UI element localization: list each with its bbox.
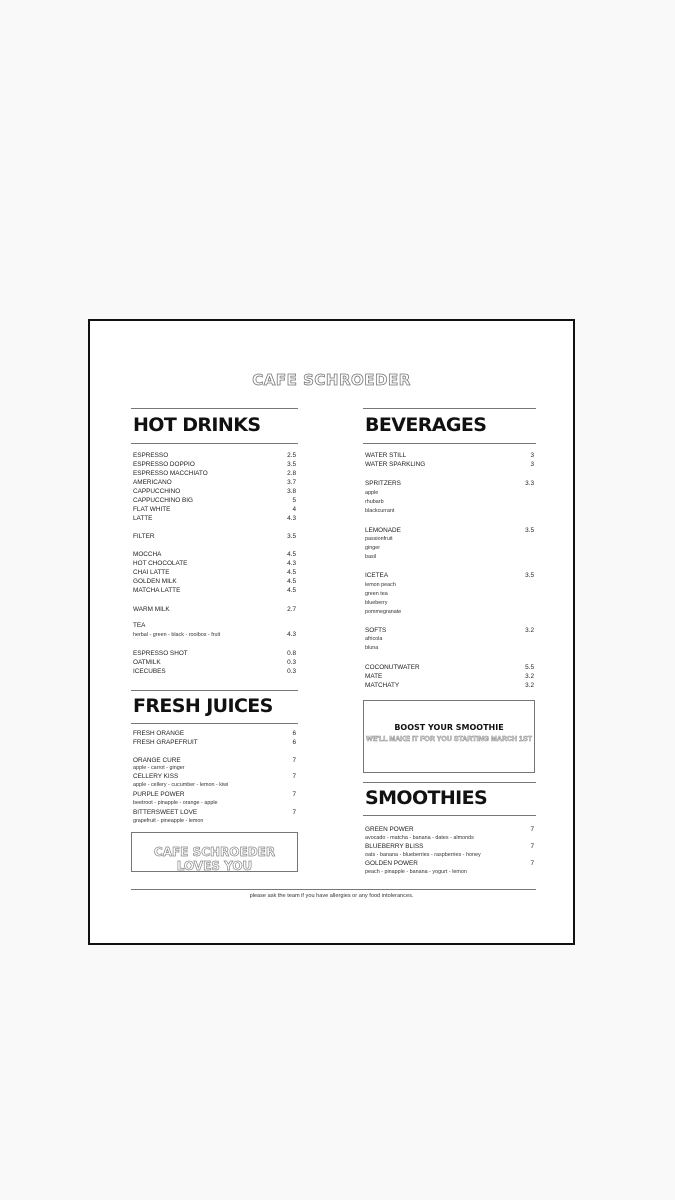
list-item: GREEN POWER 7 — [365, 826, 534, 833]
flavor-option: blueberry — [365, 600, 388, 606]
ingredients: grapefruit - pineapple - lemon — [133, 818, 204, 824]
flavor-option: green tea — [365, 591, 388, 597]
list-item: HOT CHOCOLATE 4.3 — [133, 560, 296, 567]
list-item: ESPRESSO SHOT 0.8 — [133, 650, 296, 657]
flavor-option: rhubarb — [365, 499, 384, 505]
list-item: OATMILK 0.3 — [133, 659, 296, 666]
ingredients: oats - banana - blueberries - raspberries - honey — [365, 852, 481, 858]
cafe-title: CAFE SCHROEDER — [252, 371, 411, 389]
list-item: ORANGE CURE 7 — [133, 757, 296, 764]
hot-drinks-section — [131, 408, 298, 444]
ingredients: apple - carrot - ginger — [133, 765, 185, 771]
beverages-section — [363, 408, 536, 444]
list-item: BITTERSWEET LOVE 7 — [133, 809, 296, 816]
flavor-option: blackcurrant — [365, 508, 395, 514]
hot-drinks-list — [131, 451, 298, 686]
list-item: ESPRESSO DOPPIO 3.5 — [133, 461, 296, 468]
list-item: MOCCHA 4.5 — [133, 551, 296, 558]
loves-you-box — [131, 832, 298, 872]
list-item: MATCHA LATTE 4.5 — [133, 587, 296, 594]
beverages-list — [363, 451, 536, 691]
list-item: CELLERY KISS 7 — [133, 773, 296, 780]
hot-drinks-heading: HOT DRINKS — [133, 414, 261, 436]
smoothies-list — [363, 825, 536, 875]
flavor-option: pommegranate — [365, 609, 402, 615]
list-item: ICETEA 3.5 — [365, 572, 534, 579]
flavor-option: passionfruit — [365, 536, 393, 542]
list-item: SOFTS 3.2 — [365, 627, 534, 634]
list-item: GOLDEN POWER 7 — [365, 860, 534, 867]
list-item: WARM MILK 2.7 — [133, 606, 296, 613]
fresh-juices-section — [131, 690, 298, 724]
list-item: FRESH ORANGE 6 — [133, 730, 296, 737]
hot-drinks-heading-bar — [131, 408, 298, 444]
list-item: FLAT WHITE 4 — [133, 506, 296, 513]
list-item: ESPRESSO 2.5 — [133, 452, 296, 459]
smoothies-section — [363, 782, 536, 816]
list-item: TEA — [133, 622, 146, 629]
list-item: FILTER 3.5 — [133, 533, 296, 540]
list-item: ICECUBES 0.3 — [133, 668, 296, 675]
list-item: CHAI LATTE 4.5 — [133, 569, 296, 576]
beverages-heading-bar — [363, 408, 536, 444]
tea-varieties: herbal - green - black - rooibos - fruit — [133, 632, 221, 638]
boost-title: BOOST YOUR SMOOTHIE — [394, 723, 504, 732]
list-item: WATER SPARKLING 3 — [365, 461, 534, 468]
fresh-juices-heading-bar — [131, 690, 298, 724]
list-item: FRESH GRAPEFRUIT 6 — [133, 739, 296, 746]
boost-subtitle: WE'LL MAKE IT FOR YOU STARTING MARCH 1ST — [366, 736, 532, 743]
menu-card — [88, 319, 575, 945]
ingredients: apple - cellery - cucumber - lemon - kiwi — [133, 782, 229, 788]
flavor-option: africola — [365, 636, 383, 642]
list-item: COCONUTWATER 5.5 — [365, 664, 534, 671]
flavor-option: apple — [365, 490, 379, 496]
ingredients: peach - pinapple - banana - yogurt - lemon — [365, 869, 467, 875]
flavor-option: bluna — [365, 645, 379, 651]
list-item: LATTE 4.3 — [133, 515, 296, 522]
fresh-juices-list — [131, 729, 298, 829]
tea-price-row: 4.3 — [287, 631, 296, 638]
list-item: MATE 3.2 — [365, 673, 534, 680]
list-item: LEMONADE 3.5 — [365, 527, 534, 534]
list-item: SPRITZERS 3.3 — [365, 480, 534, 487]
footer-divider — [131, 889, 536, 890]
list-item: GOLDEN MILK 4.5 — [133, 578, 296, 585]
beverages-heading: BEVERAGES — [365, 414, 487, 436]
list-item: CAPPUCCHINO 3.8 — [133, 488, 296, 495]
list-item: MATCHATY 3.2 — [365, 682, 534, 689]
list-item: BLUEBERRY BLISS 7 — [365, 843, 534, 850]
flavor-option: lemon peach — [365, 582, 396, 588]
loves-you-text: CAFE SCHROEDER LOVES YOU — [153, 845, 276, 873]
fresh-juices-heading: FRESH JUICES — [133, 695, 273, 717]
list-item: WATER STILL 3 — [365, 452, 534, 459]
boost-smoothie-box — [363, 700, 535, 773]
ingredients: beetroot - pinapple - orange - apple — [133, 800, 218, 806]
ingredients: avocado - matcha - banana - dates - almonds — [365, 835, 474, 841]
flavor-option: ginger — [365, 545, 380, 551]
list-item: AMERICANO 3.7 — [133, 479, 296, 486]
list-item: CAPPUCCHINO BIG 5 — [133, 497, 296, 504]
list-item: ESPRESSO MACCHIATO 2.8 — [133, 470, 296, 477]
smoothies-heading: SMOOTHIES — [365, 787, 488, 809]
list-item: PURPLE POWER 7 — [133, 791, 296, 798]
flavor-option: basil — [365, 554, 377, 560]
smoothies-heading-bar — [363, 782, 536, 816]
allergy-note: please ask the team if you have allergies or any food intolerances. — [249, 893, 414, 899]
